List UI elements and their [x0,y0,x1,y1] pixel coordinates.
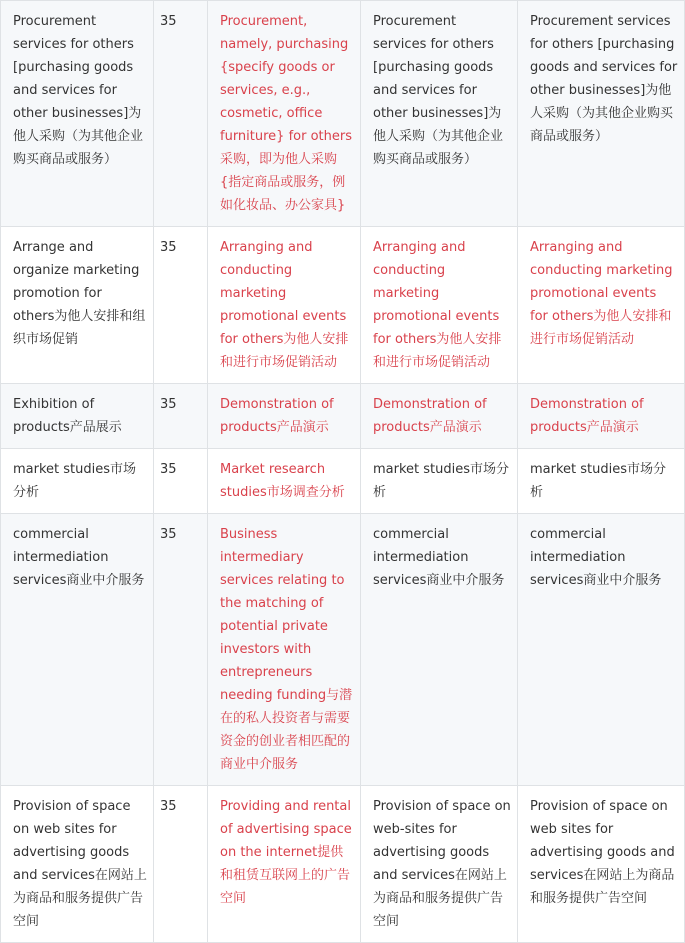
table-row [1,449,685,514]
goods-cell: Exhibition of products产品展示 [1,384,154,449]
table-row [1,786,685,943]
description-cell-3: Procurement services for others [purchasing goods and services for other businesses]为他人采购（为其他企业购买商品或服务） [518,1,685,227]
table-row [1,384,685,449]
class-cell: 35 [154,786,208,943]
description-cell-2: Arranging and conducting marketing promotional events for others为他人安排和进行市场促销活动 [361,227,518,384]
description-cell-2: Provision of space on web-sites for advertising goods and services在网站上为商品和服务提供广告空间 [361,786,518,943]
description-cell-1: Demonstration of products产品演示 [208,384,361,449]
class-cell: 35 [154,384,208,449]
description-cell-3: commercial intermediation services商业中介服务 [518,514,685,786]
description-cell-2: market studies市场分析 [361,449,518,514]
class-cell: 35 [154,1,208,227]
table-body [1,1,685,943]
description-cell-3: market studies市场分析 [518,449,685,514]
class-cell: 35 [154,514,208,786]
class-cell: 35 [154,227,208,384]
goods-cell: market studies市场分析 [1,449,154,514]
table-row [1,514,685,786]
description-cell-2: Procurement services for others [purchasing goods and services for other businesses]为他人采购（为其他企业购买商品或服务） [361,1,518,227]
description-cell-2: Demonstration of products产品演示 [361,384,518,449]
class-cell: 35 [154,449,208,514]
description-cell-1: Business intermediary services relating to the matching of potential private investors with entrepreneurs needing funding与潜在的私人投资者与需要资金的创业者相匹配的商业中介服务 [208,514,361,786]
table-row [1,1,685,227]
goods-cell: Arrange and organize marketing promotion for others为他人安排和组织市场促销 [1,227,154,384]
goods-cell: Provision of space on web sites for advertising goods and services在网站上为商品和服务提供广告空间 [1,786,154,943]
goods-cell: Procurement services for others [purchasing goods and services for other businesses]为他人采购（为其他企业购买商品或服务） [1,1,154,227]
description-cell-3: Demonstration of products产品演示 [518,384,685,449]
description-cell-1: Arranging and conducting marketing promotional events for others为他人安排和进行市场促销活动 [208,227,361,384]
description-cell-1: Procurement, namely, purchasing {specify goods or services, e.g., cosmetic, office furniture} for others采购，即为他人采购{指定商品或服务，例如化妆品、办公家具} [208,1,361,227]
description-cell-3: Arranging and conducting marketing promotional events for others为他人安排和进行市场促销活动 [518,227,685,384]
description-cell-1: Market research studies市场调查分析 [208,449,361,514]
goods-cell: commercial intermediation services商业中介服务 [1,514,154,786]
table-row [1,227,685,384]
description-cell-1: Providing and rental of advertising space on the internet提供和租赁互联网上的广告空间 [208,786,361,943]
description-cell-2: commercial intermediation services商业中介服务 [361,514,518,786]
description-cell-3: Provision of space on web sites for advertising goods and services在网站上为商品和服务提供广告空间 [518,786,685,943]
